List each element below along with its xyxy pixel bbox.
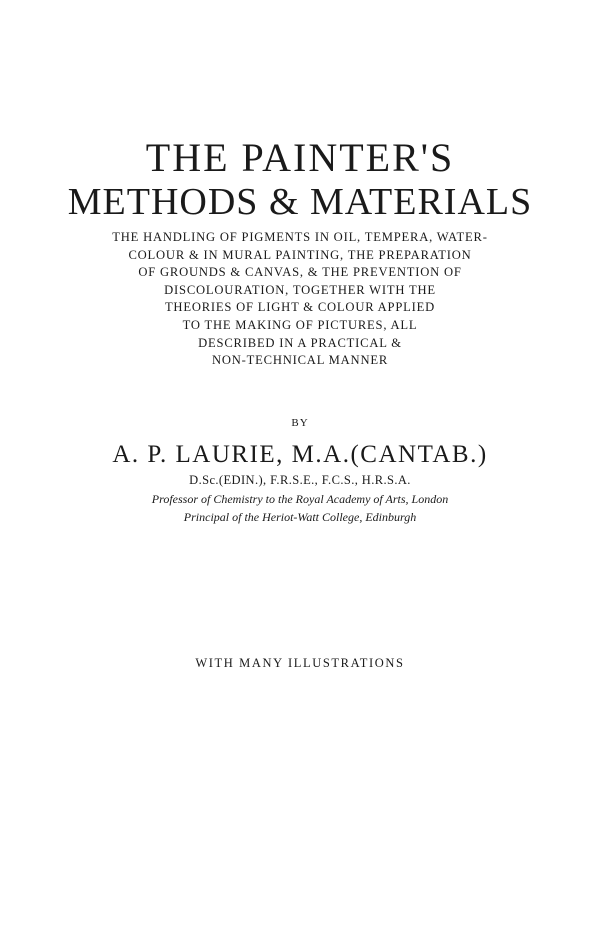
- author-name: A. P. LAURIE, M.A.(CANTAB.): [112, 441, 488, 468]
- author-degrees: D.Sc.(EDIN.), F.R.S.E., F.C.S., H.R.S.A.: [189, 473, 411, 487]
- subtitle-line: NON-TECHNICAL MANNER: [211, 353, 389, 368]
- subtitle-line: DESCRIBED IN A PRACTICAL &: [198, 335, 402, 350]
- subtitle-line: DISCOLOURATION, TOGETHER WITH THE: [164, 282, 436, 297]
- book-title-line-2: METHODS & MATERIALS: [67, 181, 533, 223]
- subtitle-line: OF GROUNDS & CANVAS, & THE PREVENTION OF: [138, 265, 462, 280]
- book-title-line-1: THE PAINTER'S: [145, 135, 455, 180]
- subtitle-line: TO THE MAKING OF PICTURES, ALL: [182, 317, 418, 332]
- subtitle-line: THEORIES OF LIGHT & COLOUR APPLIED: [164, 300, 436, 315]
- by-label: BY: [291, 417, 309, 429]
- illustrations-note: WITH MANY ILLUSTRATIONS: [195, 656, 405, 670]
- author-position: Professor of Chemistry to the Royal Academy of Arts, London: [151, 492, 449, 506]
- subtitle-line: THE HANDLING OF PIGMENTS IN OIL, TEMPERA, WATER-: [112, 230, 488, 244]
- book-subtitle: [0, 229, 600, 370]
- author-positions: [0, 490, 600, 526]
- author-position: Principal of the Heriot-Watt College, Edinburgh: [183, 510, 417, 524]
- subtitle-line: COLOUR & IN MURAL PAINTING, THE PREPARATION: [128, 247, 472, 262]
